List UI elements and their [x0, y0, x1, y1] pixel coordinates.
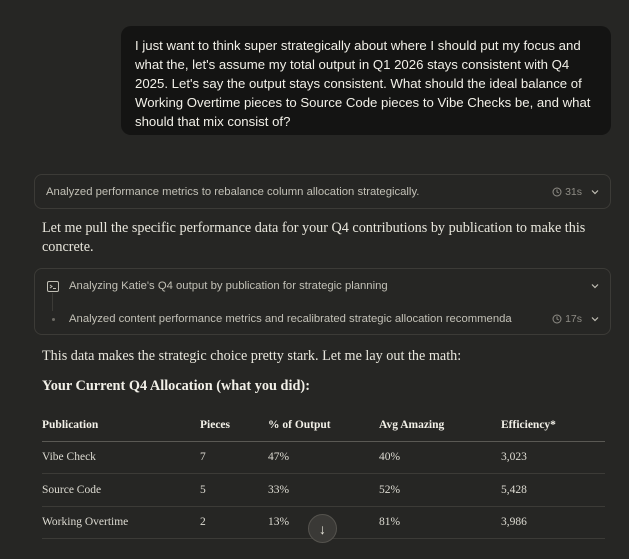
thinking-label: Analyzed performance metrics to rebalance column allocation strategically.: [46, 185, 420, 198]
table-row: [42, 441, 605, 474]
user-message-text: I just want to think super strategically about where I should put my focus and what the, let's assume my total output in Q1 2026 stays consistent with Q4 2025. Let's say the output stays consistent. What should the ideal balance of Working Overtime pieces to Source Code pieces to Vibe Checks be, and what should that mix consist of?: [135, 38, 591, 129]
tool-step-1[interactable]: [35, 274, 610, 298]
header-publication: Publication: [42, 409, 200, 441]
cell-percent-output: 47%: [268, 441, 379, 474]
cell-publication: Source Code: [42, 474, 200, 507]
tool-step-2[interactable]: [35, 307, 610, 331]
thinking-card[interactable]: [34, 174, 611, 209]
thinking-timer: [552, 186, 582, 198]
arrow-down-icon: ↓: [319, 520, 326, 537]
clock-icon: [552, 187, 562, 197]
intro-paragraph: Let me pull the specific performance data for your Q4 contributions by publication to make this concrete.: [42, 220, 586, 255]
cell-avg-amazing: 81%: [379, 506, 501, 539]
section-heading: Your Current Q4 Allocation (what you did):: [42, 378, 310, 394]
cell-publication: Vibe Check: [42, 441, 200, 474]
cell-efficiency: 3,986: [501, 506, 605, 539]
cell-efficiency: 3,023: [501, 441, 605, 474]
cell-efficiency: 5,428: [501, 474, 605, 507]
cell-percent-output: 13%: [268, 506, 379, 539]
clock-icon: [552, 314, 562, 324]
tool-duration: 17s: [565, 313, 582, 325]
chevron-down-icon[interactable]: [590, 187, 600, 197]
header-efficiency: Efficiency*: [501, 409, 605, 441]
header-pieces: Pieces: [200, 409, 268, 441]
step-dot-icon: [52, 318, 55, 321]
table-row: [42, 474, 605, 507]
cell-percent-output: 33%: [268, 474, 379, 507]
thinking-duration: 31s: [565, 185, 582, 198]
tool-card[interactable]: [34, 268, 611, 335]
header-percent-output: % of Output: [268, 409, 379, 441]
cell-pieces: 2: [200, 506, 268, 539]
chevron-down-icon[interactable]: [590, 314, 600, 324]
user-message-bubble: [121, 26, 611, 135]
cell-pieces: 7: [200, 441, 268, 474]
followup-paragraph: This data makes the strategic choice pretty stark. Let me lay out the math:: [42, 348, 462, 364]
cell-publication: Working Overtime: [42, 506, 200, 539]
tool-step-1-label: Analyzing Katie's Q4 output by publication for strategic planning: [69, 280, 388, 292]
terminal-icon: [47, 281, 59, 292]
tool-timer: [552, 313, 582, 325]
step-connector: [52, 293, 53, 311]
table-header-row: [42, 409, 605, 441]
header-avg-amazing: Avg Amazing: [379, 409, 501, 441]
chevron-down-icon[interactable]: [590, 281, 600, 291]
cell-avg-amazing: 40%: [379, 441, 501, 474]
cell-avg-amazing: 52%: [379, 474, 501, 507]
cell-pieces: 5: [200, 474, 268, 507]
tool-step-2-label: Analyzed content performance metrics and recalibrated strategic allocation recommenda: [69, 313, 512, 325]
scroll-to-bottom-button[interactable]: [308, 514, 337, 543]
